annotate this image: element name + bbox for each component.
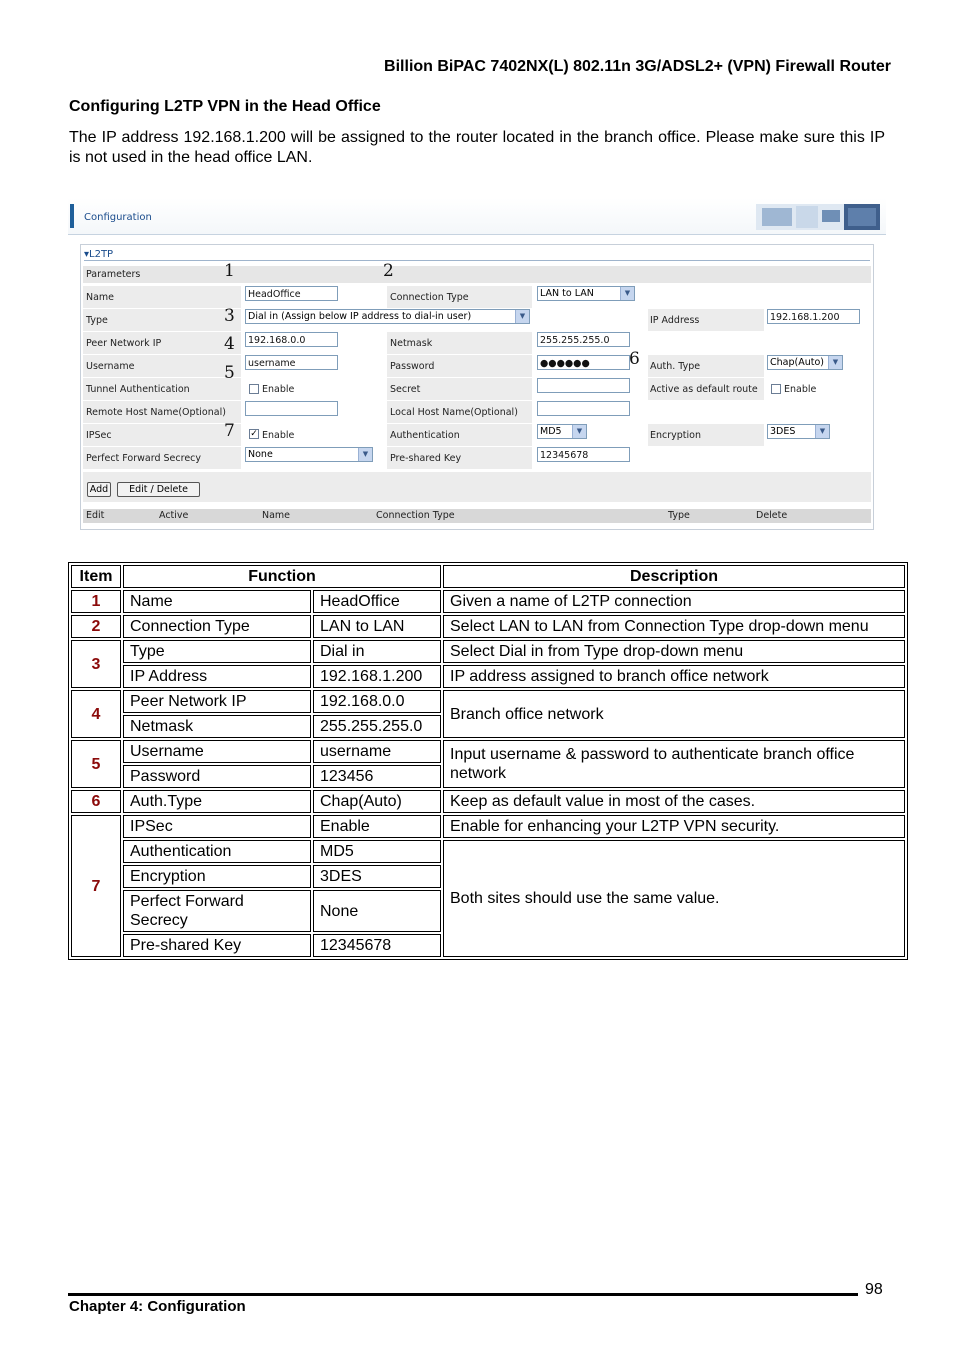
router-screenshot bbox=[68, 198, 886, 533]
function-value: Enable bbox=[313, 815, 441, 838]
connection-type-value: LAN to LAN bbox=[540, 288, 594, 299]
function-name: Type bbox=[123, 640, 311, 663]
item-number: 2 bbox=[71, 615, 121, 638]
description: Given a name of L2TP connection bbox=[443, 590, 905, 613]
function-value: 123456 bbox=[313, 765, 441, 788]
table-row bbox=[71, 590, 905, 613]
table-row bbox=[71, 640, 905, 663]
item-number: 7 bbox=[71, 815, 121, 957]
col-edit: Edit bbox=[86, 510, 105, 521]
function-value: LAN to LAN bbox=[313, 615, 441, 638]
remote-host-input[interactable] bbox=[245, 401, 338, 416]
ip-address-label: IP Address bbox=[650, 315, 700, 326]
chevron-down-icon: ▼ bbox=[515, 310, 529, 323]
secret-label: Secret bbox=[390, 384, 421, 395]
callout-7: 7 bbox=[224, 421, 235, 441]
function-name: Peer Network IP bbox=[123, 690, 311, 713]
callout-5: 5 bbox=[224, 363, 235, 383]
item-number: 3 bbox=[71, 640, 121, 688]
psk-label: Pre-shared Key bbox=[390, 453, 462, 464]
header-item: Item bbox=[71, 565, 121, 588]
remote-host-label: Remote Host Name(Optional) bbox=[86, 407, 226, 418]
callout-6: 6 bbox=[629, 349, 640, 369]
item-number: 6 bbox=[71, 790, 121, 813]
footer-rule bbox=[68, 1293, 858, 1296]
l2tp-settings-table bbox=[68, 562, 908, 960]
authentication-label: Authentication bbox=[390, 430, 460, 441]
description: Select LAN to LAN from Connection Type drop-down menu bbox=[443, 615, 905, 638]
function-value: Dial in bbox=[313, 640, 441, 663]
table-row bbox=[71, 690, 905, 713]
type-value: Dial in (Assign below IP address to dial-in user) bbox=[248, 311, 472, 322]
function-name: Auth.Type bbox=[123, 790, 311, 813]
ipsec-enable-label: Enable bbox=[262, 430, 295, 441]
password-label: Password bbox=[390, 361, 435, 372]
description: Select Dial in from Type drop-down menu bbox=[443, 640, 905, 663]
function-name: IP Address bbox=[123, 665, 311, 688]
section-title: Configuring L2TP VPN in the Head Office bbox=[69, 98, 381, 115]
callout-4: 4 bbox=[224, 334, 235, 354]
edit-delete-button[interactable]: Edit / Delete bbox=[117, 482, 200, 497]
authentication-select[interactable] bbox=[537, 424, 587, 439]
chevron-down-icon: ▼ bbox=[572, 425, 586, 438]
table-row bbox=[71, 665, 905, 688]
function-value: MD5 bbox=[313, 840, 441, 863]
description: IP address assigned to branch office network bbox=[443, 665, 905, 688]
name-input[interactable]: HeadOffice bbox=[245, 286, 338, 301]
page-number: 98 bbox=[865, 1281, 883, 1298]
function-name: Encryption bbox=[123, 865, 311, 888]
psk-input[interactable]: 12345678 bbox=[537, 447, 630, 462]
netmask-input[interactable]: 255.255.255.0 bbox=[537, 332, 630, 347]
l2tp-divider bbox=[84, 260, 870, 261]
username-input[interactable]: username bbox=[245, 355, 338, 370]
chevron-down-icon: ▼ bbox=[358, 448, 372, 461]
function-value: None bbox=[313, 890, 441, 932]
secret-input[interactable] bbox=[537, 378, 630, 393]
l2tp-title: ▾L2TP bbox=[84, 249, 114, 260]
table-row bbox=[71, 740, 905, 763]
configuration-bar bbox=[68, 198, 886, 235]
l2tp-panel bbox=[80, 244, 874, 530]
col-delete: Delete bbox=[756, 510, 788, 521]
description: Input username & password to authenticate branch office network bbox=[443, 740, 905, 788]
pfs-select[interactable] bbox=[245, 447, 373, 462]
item-number: 1 bbox=[71, 590, 121, 613]
function-value: username bbox=[313, 740, 441, 763]
callout-3: 3 bbox=[224, 306, 235, 326]
auth-type-value: Chap(Auto) bbox=[770, 357, 824, 368]
connection-type-label: Connection Type bbox=[390, 292, 469, 303]
document-header: Billion BiPAC 7402NX(L) 802.11n 3G/ADSL2+ (VPN) Firewall Router bbox=[384, 58, 891, 75]
password-input[interactable]: ●●●●●● bbox=[537, 355, 630, 370]
callout-2: 2 bbox=[383, 261, 394, 281]
parameters-row bbox=[83, 266, 871, 283]
peer-network-ip-label: Peer Network IP bbox=[86, 338, 162, 349]
add-button[interactable]: Add bbox=[87, 482, 111, 497]
default-route-enable-label: Enable bbox=[784, 384, 817, 395]
col-active: Active bbox=[159, 510, 189, 521]
intro-paragraph: The IP address 192.168.1.200 will be assigned to the router located in the branch office. Please make sure this IP is not used in the head office LAN. bbox=[69, 129, 885, 166]
col-name: Name bbox=[262, 510, 291, 521]
chapter-label: Chapter 4: Configuration bbox=[69, 1298, 246, 1315]
connection-type-select[interactable] bbox=[537, 286, 635, 301]
pfs-label: Perfect Forward Secrecy bbox=[86, 453, 202, 464]
header-function: Function bbox=[123, 565, 441, 588]
col-connection-type: Connection Type bbox=[376, 510, 455, 521]
ip-address-input[interactable]: 192.168.1.200 bbox=[767, 309, 860, 324]
function-value: 12345678 bbox=[313, 934, 441, 957]
function-value: HeadOffice bbox=[313, 590, 441, 613]
office-banner-image bbox=[756, 204, 880, 230]
type-select[interactable] bbox=[245, 309, 530, 324]
local-host-label: Local Host Name(Optional) bbox=[390, 407, 518, 418]
chevron-down-icon: ▼ bbox=[828, 356, 842, 369]
ipsec-label: IPSec bbox=[86, 430, 112, 441]
function-value: Chap(Auto) bbox=[313, 790, 441, 813]
table-row bbox=[71, 840, 905, 863]
chevron-down-icon: ▼ bbox=[620, 287, 634, 300]
description: Branch office network bbox=[443, 690, 905, 738]
function-value: 192.168.0.0 bbox=[313, 690, 441, 713]
active-default-route-label: Active as default route bbox=[650, 384, 758, 395]
callout-1: 1 bbox=[224, 261, 235, 281]
type-label: Type bbox=[86, 315, 108, 326]
local-host-input[interactable] bbox=[537, 401, 630, 416]
ipsec-checkbox[interactable]: ✓ bbox=[250, 429, 258, 439]
function-name: Username bbox=[123, 740, 311, 763]
pfs-value: None bbox=[248, 449, 273, 460]
authentication-value: MD5 bbox=[540, 426, 562, 437]
name-label: Name bbox=[86, 292, 115, 303]
description: Keep as default value in most of the cases. bbox=[443, 790, 905, 813]
encryption-select[interactable] bbox=[767, 424, 830, 439]
username-label: Username bbox=[86, 361, 135, 372]
tunnel-auth-checkbox[interactable] bbox=[249, 384, 259, 394]
description: Both sites should use the same value. bbox=[443, 840, 905, 957]
table-row bbox=[71, 815, 905, 838]
tunnel-auth-enable-label: Enable bbox=[262, 384, 295, 395]
description: Enable for enhancing your L2TP VPN security. bbox=[443, 815, 905, 838]
function-value: 255.255.255.0 bbox=[313, 715, 441, 738]
function-name: Authentication bbox=[123, 840, 311, 863]
connection-list-header bbox=[83, 509, 871, 523]
function-name: Password bbox=[123, 765, 311, 788]
chevron-down-icon: ▼ bbox=[815, 425, 829, 438]
table-header-row bbox=[71, 565, 905, 588]
netmask-label: Netmask bbox=[390, 338, 433, 349]
parameters-label: Parameters bbox=[86, 269, 141, 280]
header-description: Description bbox=[443, 565, 905, 588]
function-name: Connection Type bbox=[123, 615, 311, 638]
config-accent bbox=[70, 204, 74, 228]
function-value: 3DES bbox=[313, 865, 441, 888]
config-title: Configuration bbox=[84, 212, 152, 223]
table-row bbox=[71, 615, 905, 638]
function-value: 192.168.1.200 bbox=[313, 665, 441, 688]
default-route-checkbox[interactable] bbox=[771, 384, 781, 394]
encryption-value: 3DES bbox=[770, 426, 796, 437]
peer-network-ip-input[interactable]: 192.168.0.0 bbox=[245, 332, 338, 347]
item-number: 4 bbox=[71, 690, 121, 738]
auth-type-label: Auth. Type bbox=[650, 361, 701, 372]
encryption-label: Encryption bbox=[650, 430, 702, 441]
function-name: Name bbox=[123, 590, 311, 613]
col-type: Type bbox=[668, 510, 690, 521]
function-name: Netmask bbox=[123, 715, 311, 738]
auth-type-select[interactable] bbox=[767, 355, 843, 370]
tunnel-auth-label: Tunnel Authentication bbox=[86, 384, 190, 395]
table-row bbox=[71, 790, 905, 813]
item-number: 5 bbox=[71, 740, 121, 788]
function-name: IPSec bbox=[123, 815, 311, 838]
function-name: Perfect Forward Secrecy bbox=[123, 890, 311, 932]
function-name: Pre-shared Key bbox=[123, 934, 311, 957]
